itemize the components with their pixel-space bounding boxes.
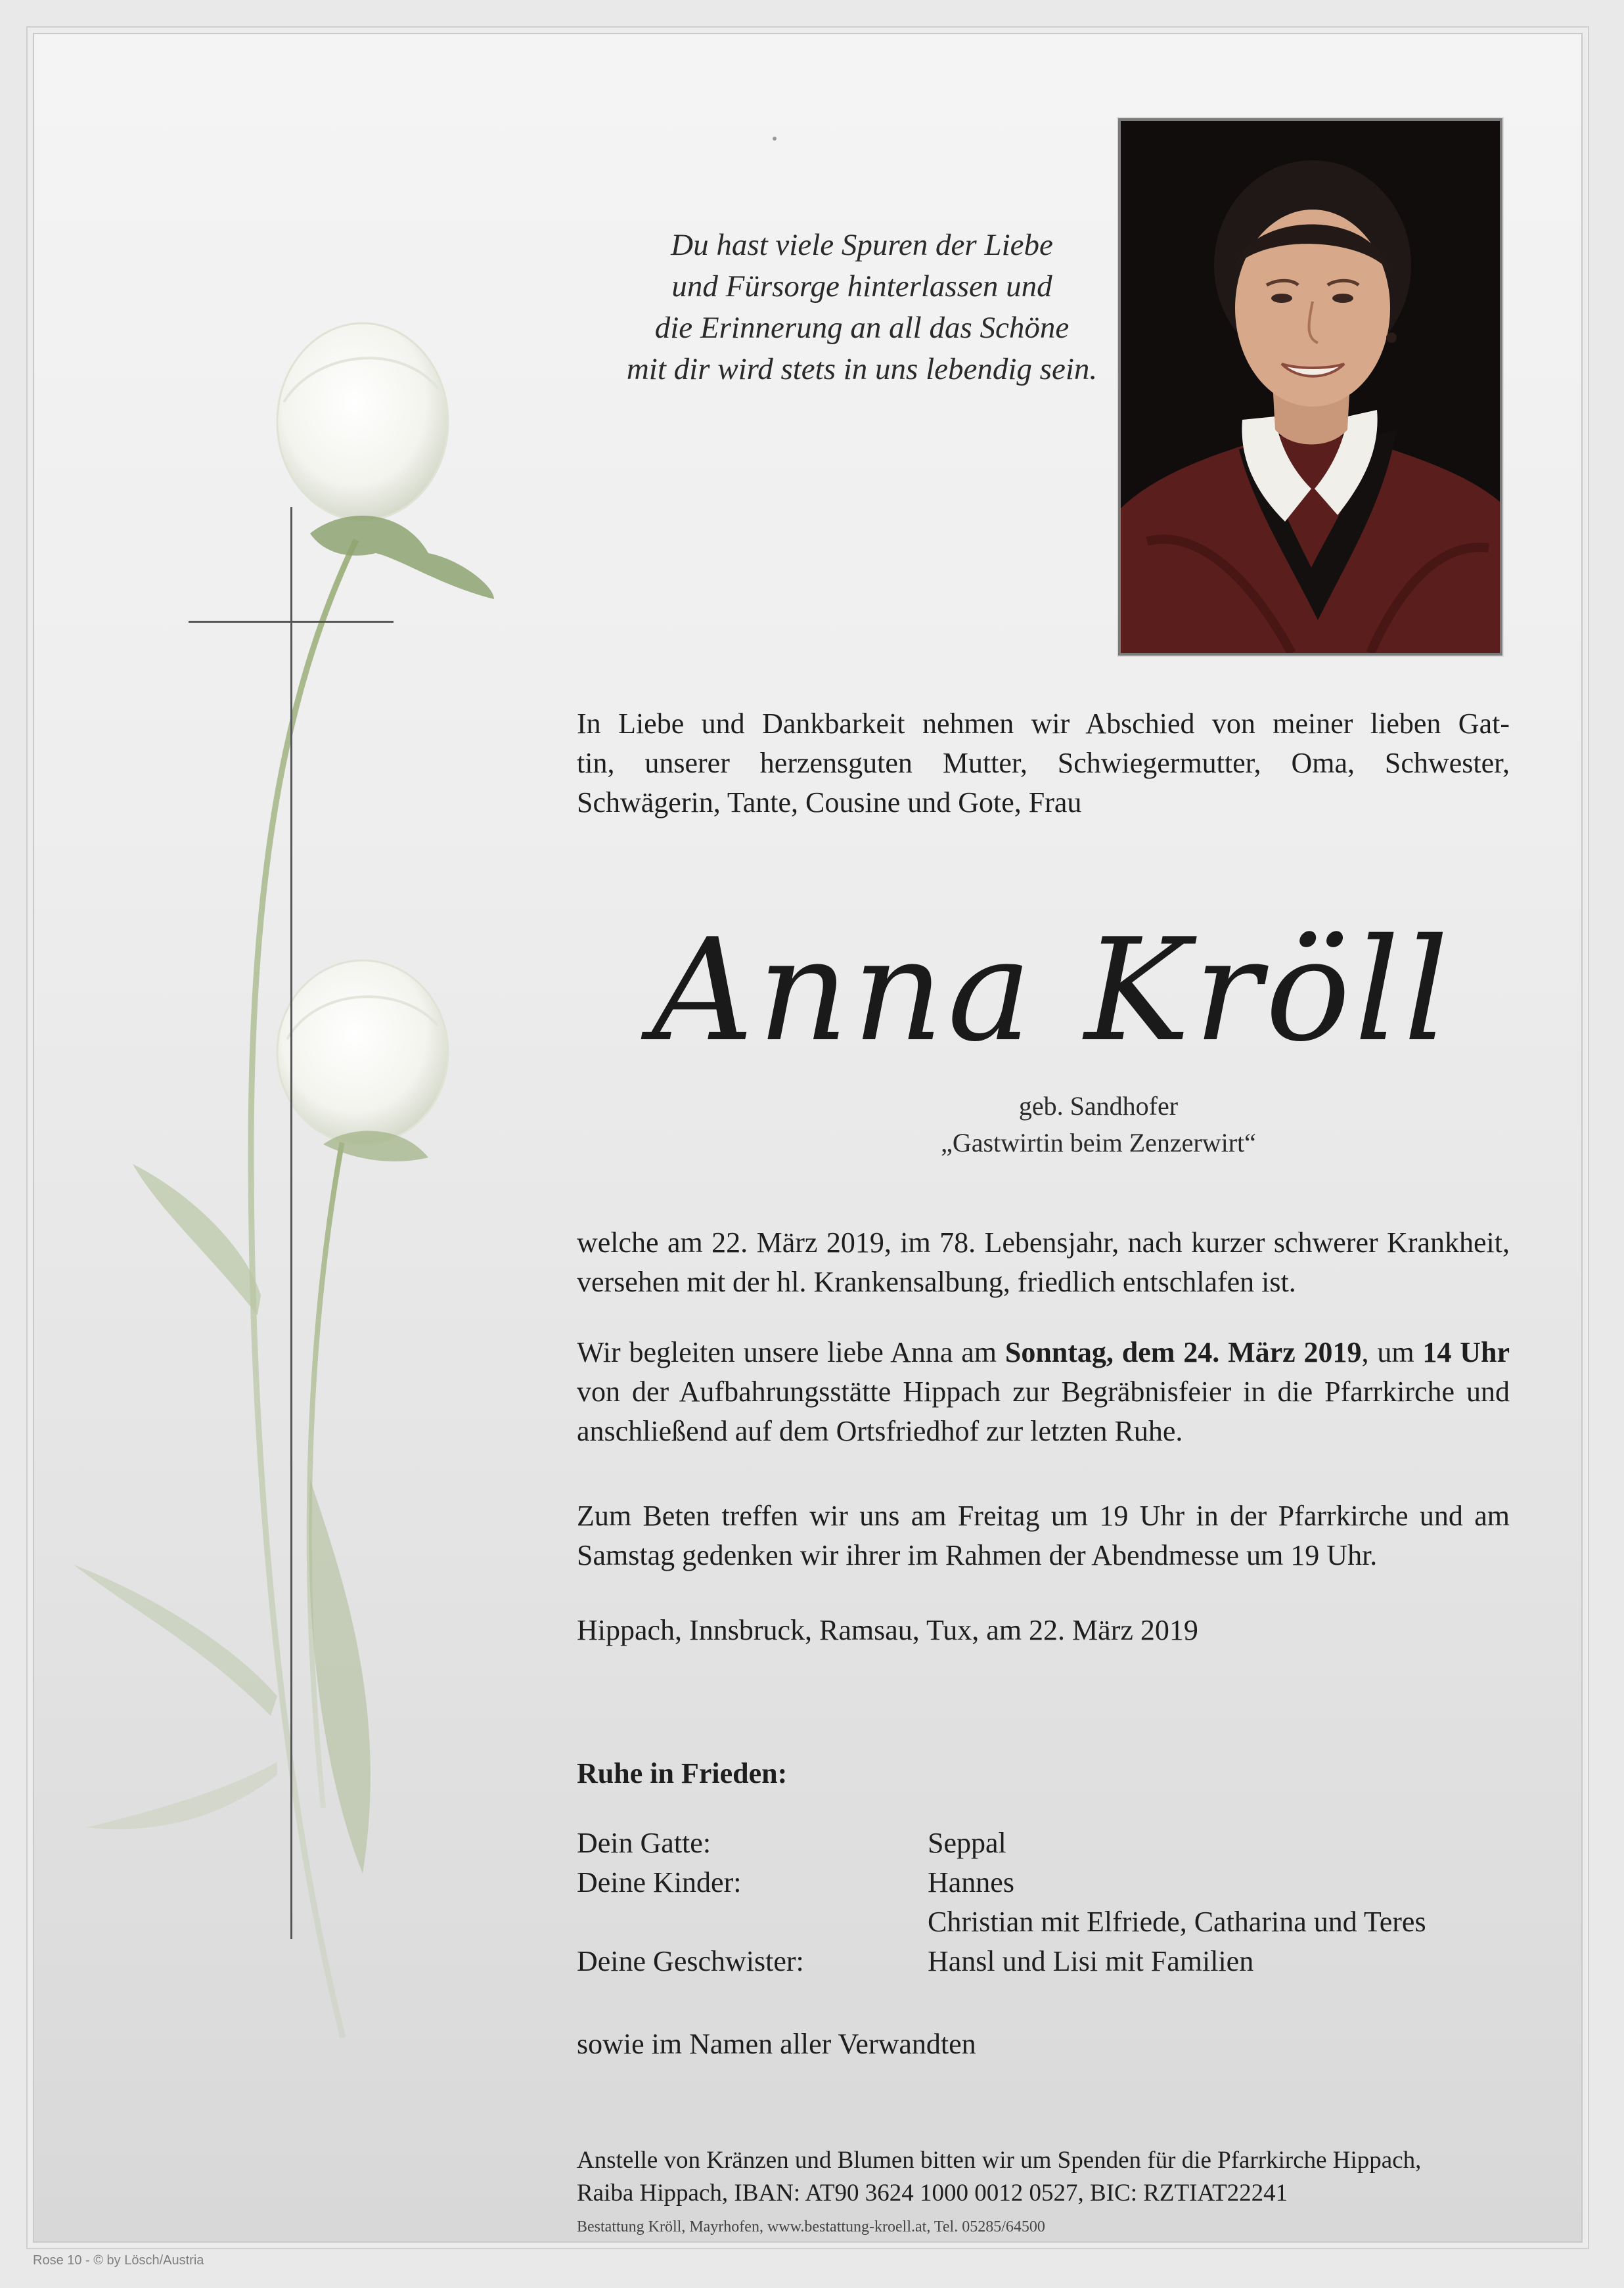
spouse-label: Dein Gatte:: [577, 1827, 711, 1859]
rip-heading: Ruhe in Frieden:: [577, 1757, 788, 1789]
siblings-names: Hansl und Lisi mit Familien: [928, 1945, 1254, 1977]
funeral-date: Sonntag, dem 24. März 2019: [1004, 1336, 1362, 1368]
intro-line-2: tin, unserer herzensguten Mutter, Schwiegermutter, Oma, Schwester,: [577, 747, 1510, 779]
siblings-label: Deine Geschwister:: [577, 1945, 804, 1977]
spouse-name: Seppal: [928, 1827, 1006, 1859]
child-2: Christian mit Elfriede, Catharina und Teres: [928, 1906, 1426, 1938]
intro-line-1: In Liebe und Dankbarkeit nehmen wir Abschied von meiner lieben Gat-: [577, 707, 1510, 740]
child-1: Hannes: [928, 1866, 1014, 1898]
intro-text: [577, 704, 1510, 822]
cross-horizontal: [189, 621, 394, 623]
donation-line-2: Raiba Hippach, IBAN: AT90 3624 1000 0012 0527, BIC: RZTIAT22241: [577, 2180, 1288, 2207]
prayer-notice: Zum Beten treffen wir uns am Freitag um 19 Uhr in der Pfarrkirche und am Samstag gedenken wir ihrer im Rahmen der Abendmesse um 19 Uhr.: [577, 1500, 1510, 1571]
deceased-name: Anna Kröll: [652, 908, 1453, 1073]
funeral-home-footer: Bestattung Kröll, Mayrhofen, www.bestattung-kroell.at, Tel. 05285/64500: [577, 2218, 1045, 2235]
rose-decoration: [34, 34, 494, 2136]
death-notice: welche am 22. März 2019, im 78. Lebensjahr, nach kurzer schwerer Krankheit, versehen mit der hl. Krankensalbung, friedlich entschlafen ist.: [577, 1226, 1510, 1298]
children-label: Deine Kinder:: [577, 1866, 742, 1898]
place-date: Hippach, Innsbruck, Ramsau, Tux, am 22. März 2019: [577, 1614, 1198, 1646]
intro-line-3: Schwägerin, Tante, Cousine und Gote, Frau: [577, 786, 1082, 819]
decorative-dot: [773, 137, 777, 141]
funeral-text-1: Wir begleiten unsere liebe Anna am: [577, 1336, 1005, 1368]
funeral-text-2: , um: [1361, 1336, 1423, 1368]
birth-name: geb. Sandhofer: [1018, 1091, 1179, 1121]
image-credit: Rose 10 - © by Lösch/Austria: [33, 2253, 204, 2268]
cross-vertical: [290, 507, 292, 1939]
obituary-card: [34, 34, 1581, 2241]
donation-note: [577, 2144, 1510, 2210]
funeral-time: 14 Uhr: [1422, 1336, 1510, 1368]
memorial-poem: Du hast viele Spuren der Liebe und Fürsorge hinterlassen und die Erinnerung an all das Schöne mit dir wird stets in uns lebendig sein.: [626, 228, 1098, 386]
funeral-text-3: von der Aufbahrungsstätte Hippach zur Begräbnisfeier in die Pfarrkirche und anschließend auf dem Ortsfriedhof zur letzten Ruhe.: [577, 1376, 1510, 1447]
nickname: „Gastwirtin beim Zenzerwirt“: [941, 1128, 1256, 1157]
donation-line-1: Anstelle von Kränzen und Blumen bitten wir um Spenden für die Pfarrkirche Hippach,: [577, 2147, 1422, 2174]
relatives-note: sowie im Namen aller Verwandten: [577, 2028, 976, 2060]
funeral-notice: [577, 1333, 1510, 1451]
birth-info: [691, 1088, 1506, 1161]
portrait-photo: [1118, 118, 1502, 656]
